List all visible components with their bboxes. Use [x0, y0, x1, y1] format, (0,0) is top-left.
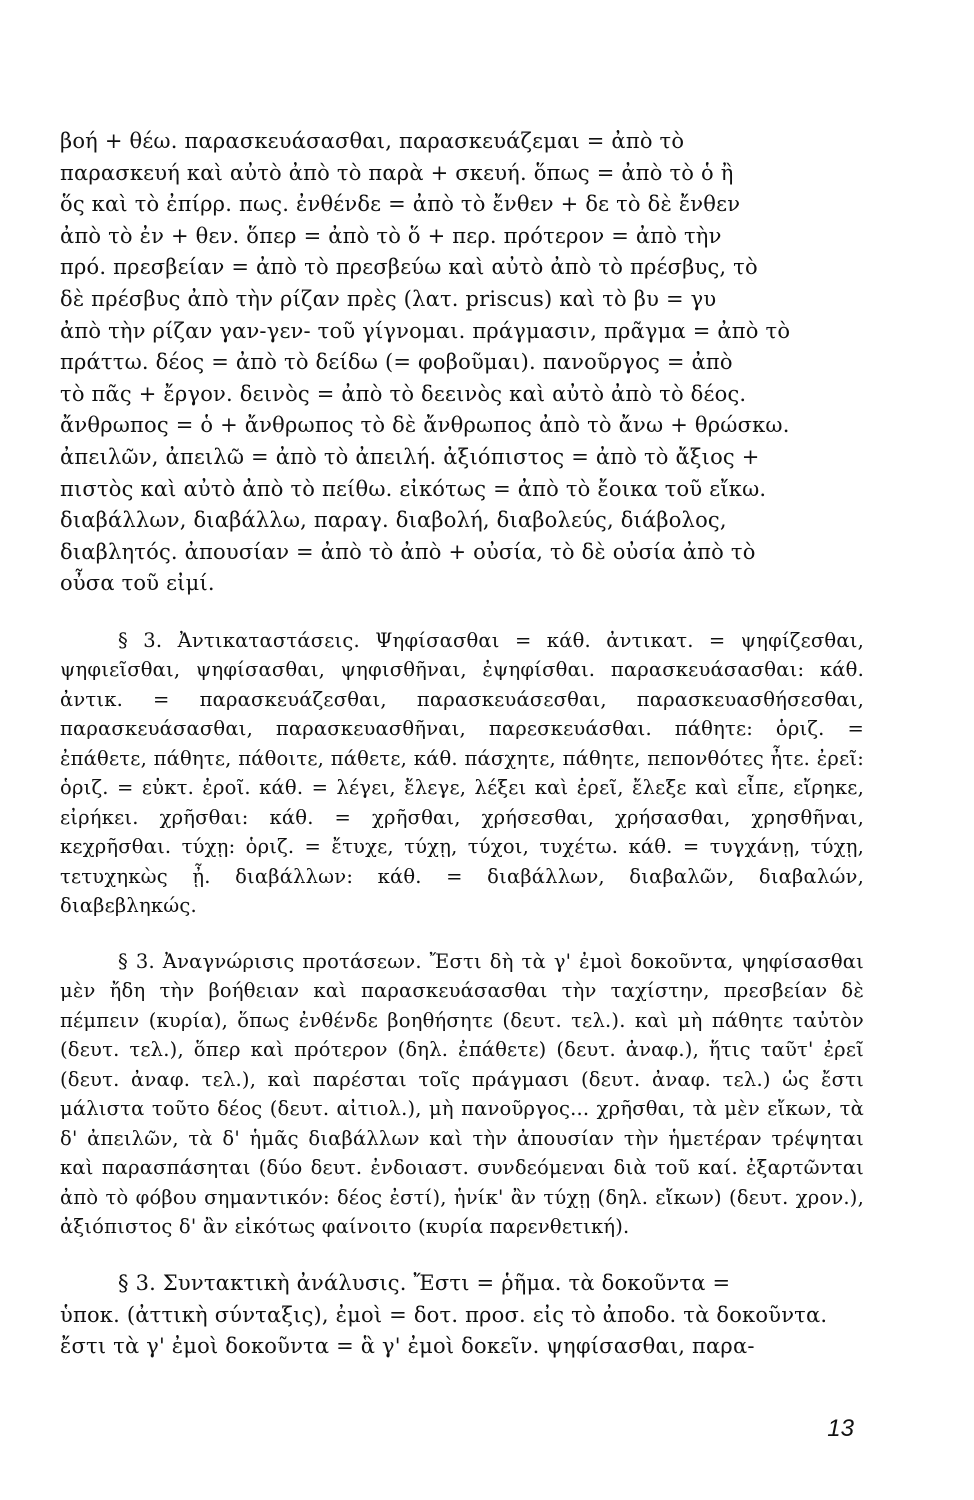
- etymology-line-15: οὖσα τοῦ εἰμί.: [60, 571, 215, 596]
- page-number: 13: [827, 1415, 854, 1442]
- recognition-section: § 3. Ἀναγνώρισις προτάσεων. Ἔστι δὴ τὰ γ' ἐμοὶ δοκοῦντα, ψηφίσασθαι μὲν ἤδη τὴν βοήθειαν καὶ παρασκευάσασθαι τὴν ταχίστην, πρεσβείαν δὲ πέμπειν (κυρία), ὅπως ἐνθένδε βοηθήσητε (δευτ. τελ.). καὶ μὴ πάθητε ταὐτὸν (δευτ. τελ.), ὅπερ καὶ πρότερον (δηλ. ἐπάθετε) (δευτ. ἀναφ.), ἥτις ταῦτ' ἐρεῖ (δευτ. ἀναφ. τελ.), καὶ παρέσται τοῖς πράγμασι (δευτ. ἀναφ. τελ.) ὡς ἔστι μάλιστα τοῦτο δέος (δευτ. αἰτιολ.), μὴ πανοῦργος... χρῆσθαι, τὰ μὲν εἴκων, τὰ δ' ἀπειλῶν, τὰ δ' ἡμᾶς διαβάλλων καὶ τὴν ἀπουσίαν τὴν ἡμετέραν τρέψηται καὶ παρασπάσηται (δύο δευτ. ἐνδοιαστ. συνδεόμεναι διὰ τοῦ καί. ἐξαρτῶνται ἀπὸ τὸ φόβου σημαντικόν: δέος ἐστί), ἡνίκ' ἂν τύχῃ (δηλ. εἴκων) (δευτ. χρον.), ἀξιόπιστος δ' ἂν εἰκότως φαίνοιτο (κυρία παρενθετική).: [60, 949, 864, 1239]
- etymology-line-10: ἄνθρωπος = ὁ + ἄνθρωπος τὸ δὲ ἄνθρωπος ἀπὸ τὸ ἄνω + θρώσκω.: [60, 413, 790, 438]
- substitutions-section: § 3. Ἀντικαταστάσεις. Ψηφίσασθαι = κάθ. ἀντικατ. = ψηφίζεσθαι, ψηφιεῖσθαι, ψηφίσασθαι, ψηφισθῆναι, ἐψηφίσθαι. παρασκευάσασθαι: κάθ. ἀντικ. = παρασκευάζεσθαι, παρασκευάσεσθαι, παρασκευασθήσεσθαι, παρασκευάσασθαι, παρασκευασθῆναι, παρεσκευάσθαι. πάθητε: ὁριζ. = ἐπάθετε, πάθητε, πάθοιτε, πάθετε, κάθ. πάσχητε, πάθητε, πεπονθότες ἦτε. ἐρεῖ: ὁριζ. = εὐκτ. ἐροῖ. κάθ. = λέγει, ἔλεγε, λέξει καὶ ἐρεῖ, ἔλεξε καὶ εἶπε, εἴρηκε, εἰρήκει. χρῆσθαι: κάθ. = χρῆσθαι, χρήσεσθαι, χρήσασθαι, χρησθῆναι, κεχρῆσθαι. τύχῃ: ὁριζ. = ἔτυχε, τύχῃ, τύχοι, τυχέτω. κάθ. = τυγχάνῃ, τύχῃ, τετυχηκὼς ᾖ. διαβάλλων: κάθ. = διαβάλλων, διαβαλῶν, διαβαλών, διαβεβληκώς.: [60, 628, 864, 918]
- etymology-line-2: παρασκευή καὶ αὐτὸ ἀπὸ τὸ παρὰ + σκευή. ὅπως = ἀπὸ τὸ ὁ ἢ: [60, 160, 734, 185]
- etymology-line-14: διαβλητός. ἀπουσίαν = ἀπὸ τὸ ἀπὸ + οὐσία, τὸ δὲ οὐσία ἀπὸ τὸ: [60, 539, 756, 564]
- etymology-line-11: ἀπειλῶν, ἀπειλῶ = ἀπὸ τὸ ἀπειλή. ἀξιόπιστος = ἀπὸ τὸ ἄξιος +: [60, 444, 760, 469]
- etymology-line-6: δὲ πρέσβυς ἀπὸ τὴν ρίζαν πρὲς (λατ. priscus) καὶ τὸ βυ = γυ: [60, 286, 717, 311]
- etymology-line-9: τὸ πᾶς + ἔργον. δεινὸς = ἀπὸ τὸ δεεινὸς καὶ αὐτὸ ἀπὸ τὸ δέος.: [60, 381, 747, 406]
- etymology-line-8: πράττω. δέος = ἀπὸ τὸ δείδω (= φοβοῦμαι). πανοῦργος = ἀπὸ: [60, 350, 733, 375]
- syntax-section: [60, 1268, 864, 1363]
- etymology-line-3: ὅς καὶ τὸ ἐπίρρ. πως. ἐνθένδε = ἀπὸ τὸ ἔνθεν + δε τὸ δὲ ἔνθεν: [60, 192, 741, 217]
- syntax-line-1: § 3. Συντακτικὴ ἀνάλυσις. Ἔστι = ῥῆμα. τὰ δοκοῦντα =: [118, 1270, 731, 1295]
- syntax-line-3: ἔστι τὰ γ' ἐμοὶ δοκοῦντα = ἃ γ' ἐμοὶ δοκεῖν. ψηφίσασθαι, παρα-: [60, 1334, 755, 1359]
- etymology-line-7: ἀπὸ τὴν ρίζαν γαν-γεν- τοῦ γίγνομαι. πράγμασιν, πρᾶγμα = ἀπὸ τὸ: [60, 318, 791, 343]
- etymology-line-5: πρό. πρεσβείαν = ἀπὸ τὸ πρεσβεύω καὶ αὐτὸ ἀπὸ τὸ πρέσβυς, τὸ: [60, 255, 758, 280]
- etymology-line-13: διαβάλλων, διαβάλλω, παραγ. διαβολή, διαβολεύς, διάβολος,: [60, 508, 727, 533]
- etymology-paragraph: [60, 126, 864, 600]
- etymology-line-12: πιστὸς καὶ αὐτὸ ἀπὸ τὸ πείθω. εἰκότως = ἀπὸ τὸ ἔοικα τοῦ εἴκω.: [60, 476, 767, 501]
- etymology-line-1: βοή + θέω. παρασκευάσασθαι, παρασκευάζεμαι = ἀπὸ τὸ: [60, 129, 685, 153]
- syntax-line-2: ὑποκ. (ἀττικὴ σύνταξις), ἐμοὶ = δοτ. προσ. εἰς τὸ ἀποδο. τὰ δοκοῦντα.: [60, 1302, 828, 1327]
- etymology-line-4: ἀπὸ τὸ ἐν + θεν. ὅπερ = ἀπὸ τὸ ὅ + περ. πρότερον = ἀπὸ τὴν: [60, 223, 722, 248]
